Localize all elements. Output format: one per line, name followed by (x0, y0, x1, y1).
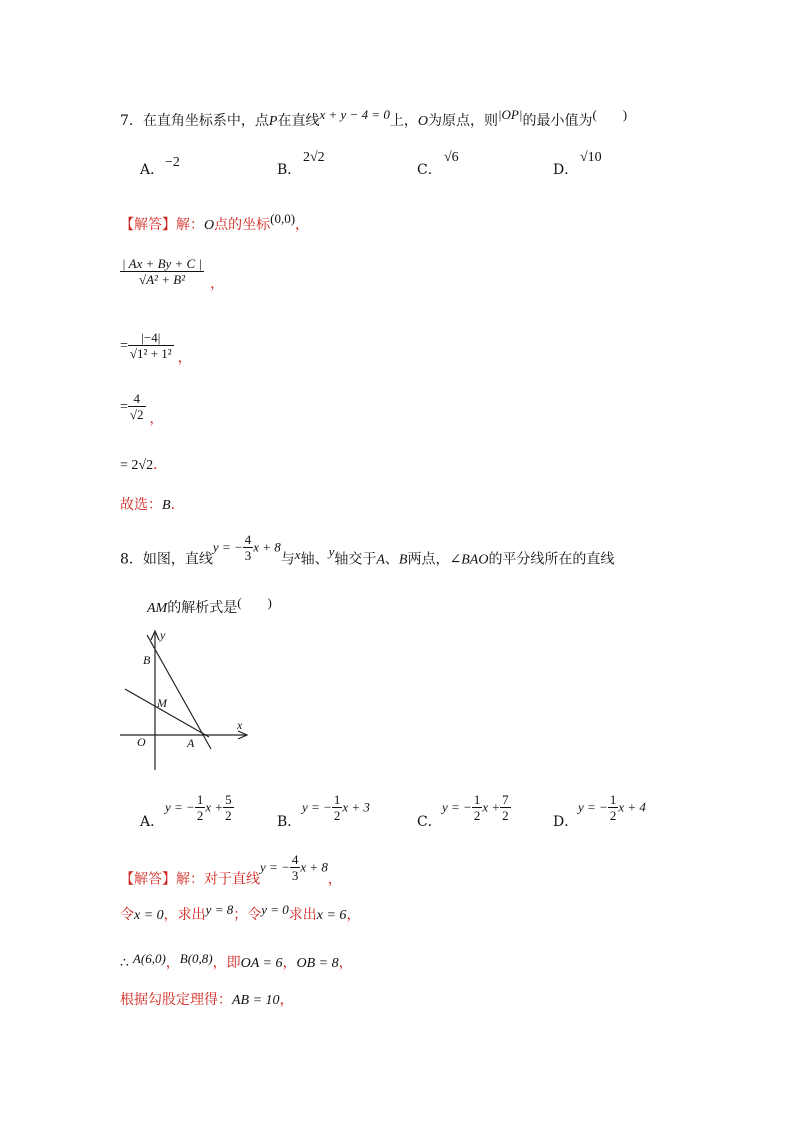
eq-rhs: x + 8 (253, 539, 281, 555)
q8-equation (213, 532, 281, 563)
eq-lhs: y = − (260, 859, 290, 875)
fraction-denominator: 2 (502, 808, 509, 823)
option-fraction (472, 792, 483, 823)
q8-option-a (140, 812, 164, 832)
comma: ， (282, 955, 297, 971)
line-ab (147, 635, 211, 749)
q7-option-d-value: √10 (580, 150, 602, 165)
q8-stem-text: 8．如图，直线 (120, 551, 213, 568)
q8-option-c-value (442, 792, 511, 823)
fraction-denominator: √2 (129, 407, 144, 422)
period: ． (170, 497, 185, 513)
fraction-numerator: 1 (196, 792, 204, 807)
point-b-coord: B(0,8) (179, 951, 213, 966)
fraction-denominator: 3 (244, 548, 252, 563)
option-mid: x + (205, 799, 224, 815)
fraction-numerator: 1 (473, 792, 481, 807)
x-equals-0: x = 0 (134, 908, 164, 923)
option-mid: x + 4 (618, 799, 646, 815)
fraction-denominator: √A² + B² (138, 272, 186, 287)
solve-text: ，求出 (163, 907, 206, 923)
eq-lhs: y = − (212, 539, 243, 555)
option-label: B． (277, 814, 302, 830)
fraction-denominator: 2 (333, 808, 341, 823)
option-fraction (195, 792, 206, 823)
option-fraction (332, 792, 343, 823)
coord-text: 点的坐标 (214, 217, 271, 233)
option-label: D． (553, 162, 579, 178)
q8-stem-line2 (147, 595, 272, 619)
fig-label-b: B (143, 653, 151, 667)
fraction-numerator: 5 (225, 792, 232, 807)
q7-line-equation: x + y − 4 = 0 (319, 107, 390, 122)
sol7-distance-formula (120, 256, 225, 292)
sol8-line2 (120, 902, 361, 926)
solution-heading: 【解答】解：对于直线 (120, 871, 260, 888)
comma: ， (346, 907, 361, 923)
option-mid: x + (482, 799, 501, 815)
sol8-line3 (120, 953, 353, 974)
step3-fraction (128, 391, 146, 422)
eq-fraction (290, 852, 301, 883)
let-text-2: ；令 (233, 907, 262, 923)
fig-label-x: x (237, 718, 243, 732)
axis-text: 轴、 (300, 551, 329, 568)
fraction-numerator: 4 (128, 391, 146, 407)
q7-option-c (417, 160, 442, 180)
two-points-text: 两点， (407, 551, 450, 568)
x-equals-6: x = 6 (316, 908, 347, 923)
fraction-denominator: 2 (196, 808, 204, 823)
oa-length: OA = 6 (240, 956, 283, 971)
sol8-line4 (120, 990, 294, 1011)
separator: 、 (384, 551, 399, 568)
equals: = (120, 399, 128, 415)
sol8-equation (260, 852, 328, 883)
option-label: C． (417, 162, 442, 178)
option-label: D． (553, 814, 579, 830)
point-b: B (398, 552, 408, 568)
y-var: y (328, 543, 335, 559)
option-lhs: y = − (302, 799, 332, 815)
q8-option-a-value (165, 792, 234, 823)
sol7-head (120, 211, 310, 236)
y-equals-8: y = 8 (205, 902, 234, 917)
axis-text: 轴交于 (334, 551, 377, 568)
q8-option-d (553, 812, 578, 832)
q8-line2-text: 的解析式是 (167, 600, 238, 616)
line-am: AM (147, 601, 168, 616)
comma: ， (338, 955, 353, 971)
period: ． (153, 457, 168, 473)
q7-option-d (553, 160, 578, 180)
eq-fraction (243, 532, 254, 563)
q8-option-b (277, 812, 301, 832)
q8-figure (115, 625, 255, 775)
option-label: C． (417, 814, 442, 830)
x-var: x (294, 546, 301, 562)
answer-label: 故选： (120, 497, 162, 513)
q7-option-b (277, 160, 301, 180)
fraction-denominator: 2 (473, 808, 481, 823)
solution-heading: 【解答】解： (120, 217, 204, 233)
option-lhs: y = − (165, 799, 195, 815)
q8-option-b-value (302, 792, 370, 823)
comma: ， (279, 992, 294, 1008)
fraction-denominator: √1² + 1² (129, 346, 172, 361)
q7-option-c-value: √6 (444, 150, 459, 165)
q7-stem-mid: 在直线 (277, 113, 320, 129)
fig-label-a: A (187, 736, 195, 750)
q7-tail: 的最小值为 (522, 113, 593, 129)
q7-paren: ( ) (592, 107, 628, 122)
coord-value: (0,0) (270, 211, 296, 226)
comma: ， (295, 217, 310, 233)
option-fraction-2 (223, 792, 234, 823)
fraction-numerator: 4 (291, 852, 299, 867)
fraction-denominator: 3 (291, 868, 299, 883)
ob-length: OB = 8 (296, 956, 339, 971)
q7-origin-text: 为原点，则 (427, 113, 498, 129)
option-fraction (608, 792, 619, 823)
option-lhs: y = − (442, 799, 472, 815)
option-lhs: y = − (578, 799, 608, 815)
line-am (125, 689, 209, 737)
fraction-numerator: 1 (609, 792, 617, 807)
sol7-step2 (120, 330, 192, 366)
origin-o: O (417, 114, 428, 129)
q7-stem (120, 107, 628, 132)
q8-tail: 的平分线所在的直线 (488, 551, 615, 568)
comma: ， (149, 410, 164, 427)
option-fraction-2 (500, 792, 511, 823)
ie-text: ，即 (212, 955, 241, 971)
let-text: 令 (120, 907, 134, 923)
option-label: A． (140, 162, 165, 178)
q8-with: 与 (280, 551, 295, 568)
q7-op-abs: |OP| (497, 107, 523, 122)
ab-length: AB = 10 (232, 993, 280, 1008)
fraction-numerator: 7 (502, 792, 509, 807)
q8-stem (120, 532, 615, 575)
fraction-numerator: |−4| (128, 330, 174, 346)
point-p: P (268, 114, 278, 129)
q8-option-d-value (578, 792, 646, 823)
comma: ， (210, 275, 225, 292)
comma: ， (177, 349, 192, 366)
point-a-coord: A(6,0) (132, 951, 166, 966)
option-label: B． (277, 162, 302, 178)
solve-text-2: 求出 (288, 907, 317, 923)
fraction-denominator: 2 (225, 808, 232, 823)
equals: = (120, 338, 128, 354)
option-label: A． (140, 814, 165, 830)
fraction-numerator: 1 (333, 792, 341, 807)
q7-option-a-value: −2 (165, 155, 180, 170)
fraction-numerator: 4 (244, 532, 252, 547)
option-mid: x + 3 (342, 799, 370, 815)
q8-option-c (417, 812, 442, 832)
y-equals-0: y = 0 (261, 902, 289, 917)
fig-label-m: M (157, 696, 167, 710)
step2-fraction (128, 330, 174, 361)
angle-bao: ∠BAO (449, 552, 489, 568)
fraction-denominator: 2 (609, 808, 617, 823)
sol7-answer (120, 495, 185, 516)
eq-rhs: x + 8 (300, 859, 328, 875)
q7-on: 上， (389, 113, 418, 129)
pythagoras-text: 根据勾股定理得： (120, 992, 232, 1008)
fig-label-o: O (137, 735, 146, 749)
sol7-step3 (120, 391, 164, 427)
comma: ， (165, 955, 180, 971)
origin-o: O (204, 218, 215, 233)
answer-value: B (162, 498, 171, 513)
q7-option-a (140, 160, 164, 180)
sol7-step4 (120, 455, 167, 476)
comma: ， (327, 871, 342, 888)
sol8-head (120, 852, 342, 895)
step4-value: = 2√2 (120, 458, 154, 473)
distance-fraction (120, 256, 204, 287)
therefore-symbol: ∴ (120, 956, 129, 971)
q8-paren: ( ) (237, 595, 272, 610)
point-a: A (376, 552, 385, 568)
fraction-numerator: | Ax + By + C | (122, 256, 203, 271)
q7-stem-text: 7．在直角坐标系中，点 (120, 113, 269, 129)
q7-option-b-value: 2√2 (303, 150, 325, 165)
fig-label-y: y (160, 628, 166, 642)
